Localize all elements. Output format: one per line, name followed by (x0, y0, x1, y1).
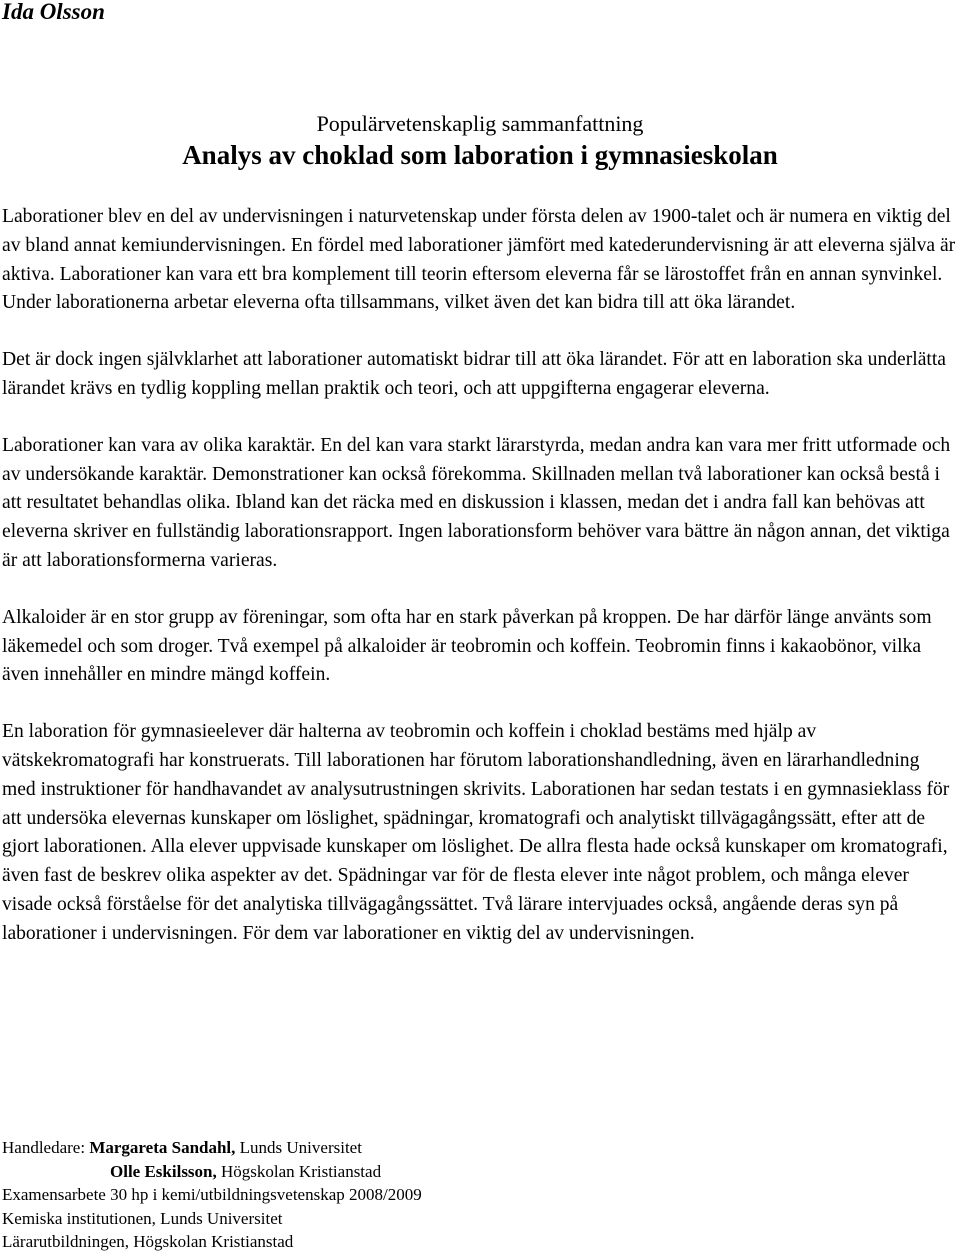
paragraph-laboration-choklad: En laboration för gymnasieelever där halterna av teobromin och koffein i choklad bestäms med hjälp av vätskekromatografi har konstruerats. Till laborationen har förutom laborationshandledning, även en lärarhandledning med instruktioner för handhavandet av analysutrustningen skrivits. Laborationen har sedan testats i en gymnasieklass för att undersöka elevernas kunskaper om löslighet, spädningar, kromatografi och analytiskt tillvägagångssätt, efter att de gjort laborationen. Alla elever uppvisade kunskaper om löslighet. De allra flesta hade också kunskaper om kromatografi, även fast de beskrev olika aspekter av det. Spädningar var för de flesta elever inte något problem, och många elever visade också förståelse för det analytiska tillvägagångssättet. Två lärare intervjuades också, angående deras syn på laborationer i undervisningen. För dem var laborationer en viktig del av undervisningen. (2, 721, 950, 944)
institution-kristianstad: Lärarutbildningen, Högskolan Kristianstad (2, 1232, 294, 1251)
document-body (2, 203, 958, 977)
thesis-info: Examensarbete 30 hp i kemi/utbildningsvetenskap 2008/2009 (2, 1185, 422, 1204)
supervisor-1-affiliation: Lunds Universitet (239, 1138, 362, 1157)
supervisor-2-affiliation: Högskolan Kristianstad (221, 1161, 382, 1181)
supervisor-line-1 (2, 1136, 958, 1160)
institution-lund: Kemiska institutionen, Lunds Universitet (2, 1208, 283, 1228)
supervisor-1-name: Margareta Sandahl, (89, 1138, 236, 1157)
supervisor-label: Handledare: (2, 1138, 86, 1157)
supervisor-line-2 (2, 1160, 958, 1184)
document-subtitle: Populärvetenskaplig sammanfattning (316, 111, 644, 136)
paragraph-laborationsformer: Laborationer kan vara av olika karaktär. En del kan vara starkt lärarstyrda, medan andra kan vara mer fritt utformade och av undersökande karaktär. Demonstrationer kan också förekomma. Skillnaden mellan två laborationer kan också bestå i att resultatet behandlas olika. Ibland kan det räcka med en diskussion i klassen, medan det i andra fall kan behövas att eleverna skriver en fullständig laborationsrapport. Ingen laborationsform behöver vara bättre än någon annan, det viktiga är att laborationsformerna varieras. (2, 434, 951, 571)
author-name: Ida Olsson (2, 0, 105, 24)
paragraph-laborationer-historik: Laborationer blev en del av undervisningen i naturvetenskap under första delen av 1900-talet och är numera en viktig del av bland annat kemiundervisningen. En fördel med laborationer jämfört med katederundervisning är att eleverna själva är aktiva. Laborationer kan vara ett bra komplement till teorin eftersom eleverna får se lärostoffet från en annan synvinkel. Under laborationerna arbetar eleverna ofta tillsammans, vilket även det kan bidra till att öka lärandet. (2, 206, 956, 314)
paragraph-alkaloider: Alkaloider är en stor grupp av föreningar, som ofta har en stark påverkan på kroppen. De har därför länge använts som läkemedel och som droger. Två exempel på alkaloider är teobromin och koffein. Teobromin finns i kakaobönor, vilka även innehåller en mindre mängd koffein. (2, 606, 932, 686)
document-footer (2, 1136, 958, 1254)
paragraph-larande: Det är dock ingen självklarhet att laborationer automatiskt bidrar till att öka lärandet. För att en laboration ska underlätta lärandet krävs en tydlig koppling mellan praktik och teori, och att uppgifterna engagerar eleverna. (2, 349, 946, 399)
supervisor-2-name: Olle Eskilsson, (110, 1161, 217, 1181)
document-title: Analys av choklad som laboration i gymnasieskolan (182, 140, 778, 170)
